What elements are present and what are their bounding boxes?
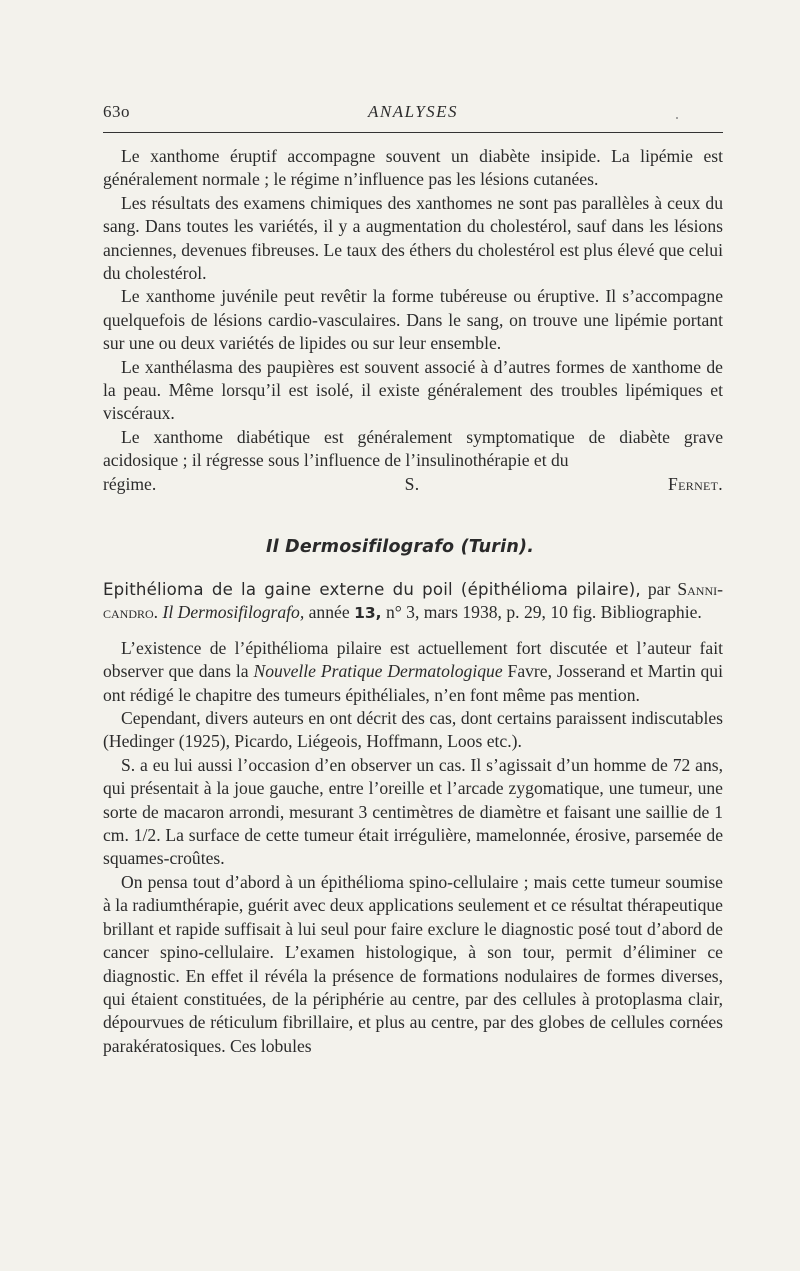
signature-line: [103, 473, 723, 496]
running-head: ANALYSES: [367, 102, 459, 121]
paragraph: S. a eu lui aussi l’occasion d’en observer un cas. Il s’agissait d’un homme de 72 ans, qui présentait à la joue gauche, entre l’oreille et l’arcade zygomatique, une tumeur, une sorte de macaron arrondi, mesurant 3 centimètres de diamètre et faisant une saillie de 1 cm. 1/2. La surface de cette tumeur était irrégulière, mamelonnée, érosive, parsemée de squames-croûtes.: [103, 754, 723, 869]
author-signature: S. Fernet.: [404, 473, 723, 494]
header-rule: [103, 132, 723, 133]
spacer: [103, 626, 723, 637]
page-number: 63o: [103, 102, 130, 121]
section-title: Il Dermosifilografo (Turin).: [265, 537, 535, 557]
text-run: L’existence de l’épithélioma pilaire est actuellement fort discutée et l’auteur fait observer que dans la: [103, 637, 723, 682]
article-title: Epithélioma de la gaine externe du poil (épithélioma pilaire),: [103, 580, 641, 599]
paragraph: Cependant, divers auteurs en ont décrit des cas, dont certains paraissent indiscutables (Hedinger (1925), Picardo, Liégeois, Hoffmann, Loos etc.).: [103, 708, 723, 752]
top-text-block: [103, 145, 723, 496]
article-author: Sanni-candro.: [103, 579, 723, 623]
paragraph: [103, 637, 723, 707]
paragraph: Le xanthome diabétique est généralement symptomatique de diabète grave acidosique ; il régresse sous l’influence de l’insulinothérapie et du: [103, 426, 723, 471]
last-line-text: régime.: [103, 473, 157, 494]
journal-name: Il Dermosifilografo,: [162, 602, 305, 623]
year-label: année: [308, 602, 350, 623]
text-run: Favre, Josserand et Martin qui ont rédigé le chapitre des tumeurs épithéliales, n’en font même pas mention.: [103, 661, 723, 705]
paragraph: On pensa tout d’abord à un épithélioma spino-cellulaire ; mais cette tumeur soumise à la radiumthérapie, guérit avec deux applications seulement et ce résultat thérapeutique brillant et rapide suffisait à lui seul pour faire exclure le diagnostic posé tout d’abord de cancer spino-cellulaire. L’examen histologique, à son tour, permit d’éliminer ce diagnostic. En effet il révéla la présence de formations nodulaires de formes diverses, qui étaient constituées, de la périphérie au centre, par des cellules à protoplasma clair, dépourvues de réticulum fibrillaire, et plus au centre, par des globes de cellules cornées parakératosiques. Ces lobules: [103, 871, 723, 1056]
paragraph: Le xanthome juvénile peut revêtir la forme tubéreuse ou éruptive. Il s’accompagne quelquefois de lésions cardio-vasculaires. Dans le sang, on trouve une lipémie portant sur une ou deux variétés de lipides ou sur leur ensemble.: [103, 286, 723, 354]
page-header: [103, 102, 723, 126]
paragraph: Le xanthélasma des paupières est souvent associé à d’autres formes de xanthome de la peau. Même lorsqu’il est isolé, il existe généralement des troubles lipémiques et viscéraux.: [103, 356, 723, 424]
paragraph: Les résultats des examens chimiques des xanthomes ne sont pas parallèles à ceux du sang. Dans toutes les variétés, il y a augmentation du cholestérol, sauf dans les lésions anciennes, devenues fibreuses. Le taux des éthers du cholestérol est plus élevé que celui du cholestérol.: [103, 192, 723, 284]
issue-info: n° 3, mars 1938, p. 29, 10 fig. Bibliographie.: [385, 602, 702, 623]
paragraph: Le xanthome éruptif accompagne souvent un diabète insipide. La lipémie est généralement normale ; le régime n’influence pas les lésions cutanées.: [103, 146, 723, 190]
article-by: par: [647, 579, 671, 599]
volume-number: 13,: [354, 604, 382, 623]
italic-title: Nouvelle Pratique Dermatologique: [253, 661, 503, 682]
article-heading: [103, 578, 723, 626]
article-block: [103, 578, 723, 1058]
